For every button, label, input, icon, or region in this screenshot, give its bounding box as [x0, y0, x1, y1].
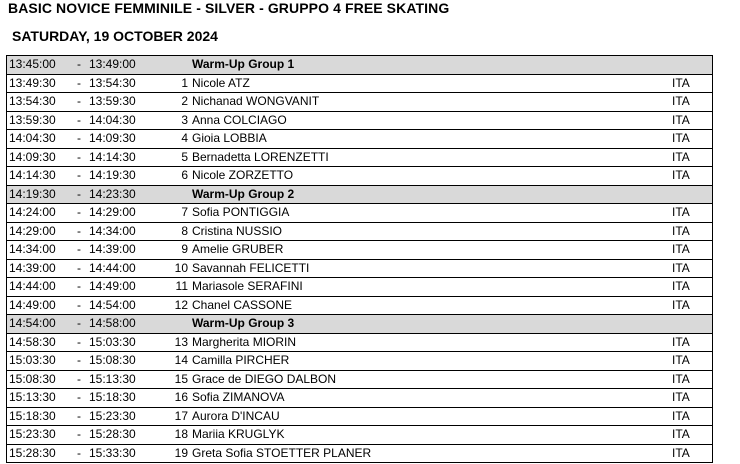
warmup-group-label: Warm-Up Group 2 — [192, 185, 672, 204]
start-time: 14:29:00 — [7, 222, 70, 241]
skater-name: Nicole ZORZETTO — [192, 167, 672, 186]
start-number: 11 — [171, 278, 192, 297]
warmup-group-label: Warm-Up Group 1 — [192, 56, 672, 75]
start-time: 13:59:30 — [7, 111, 70, 130]
nation — [672, 56, 713, 75]
end-time: 15:13:30 — [89, 370, 171, 389]
skater-name: Savannah FELICETTI — [192, 259, 672, 278]
skater-name: Bernadetta LORENZETTI — [192, 148, 672, 167]
warmup-row — [7, 315, 713, 334]
end-time: 14:29:00 — [89, 204, 171, 223]
table-row — [7, 74, 713, 93]
nation: ITA — [672, 241, 713, 260]
skater-name: Mariasole SERAFINI — [192, 278, 672, 297]
start-time: 15:28:30 — [7, 444, 70, 463]
table-row — [7, 93, 713, 112]
start-time: 13:49:30 — [7, 74, 70, 93]
time-separator: - — [69, 278, 89, 297]
start-time: 13:45:00 — [7, 56, 70, 75]
end-time: 14:54:00 — [89, 296, 171, 315]
table-row — [7, 426, 713, 445]
nation: ITA — [672, 407, 713, 426]
table-row — [7, 130, 713, 149]
time-separator: - — [69, 74, 89, 93]
start-number: 5 — [171, 148, 192, 167]
skater-name: Anna COLCIAGO — [192, 111, 672, 130]
page-date: SATURDAY, 19 OCTOBER 2024 — [12, 28, 218, 44]
start-time: 14:34:00 — [7, 241, 70, 260]
nation: ITA — [672, 93, 713, 112]
skater-name: Camilla PIRCHER — [192, 352, 672, 371]
time-separator: - — [69, 389, 89, 408]
start-number: 9 — [171, 241, 192, 260]
nation: ITA — [672, 130, 713, 149]
start-number: 18 — [171, 426, 192, 445]
table-row — [7, 222, 713, 241]
table-row — [7, 259, 713, 278]
start-time: 15:13:30 — [7, 389, 70, 408]
end-time: 15:08:30 — [89, 352, 171, 371]
skater-name: Cristina NUSSIO — [192, 222, 672, 241]
start-number: 16 — [171, 389, 192, 408]
time-separator: - — [69, 130, 89, 149]
start-number: 7 — [171, 204, 192, 223]
nation: ITA — [672, 204, 713, 223]
skater-name: Amelie GRUBER — [192, 241, 672, 260]
nation: ITA — [672, 352, 713, 371]
time-separator: - — [69, 222, 89, 241]
end-time: 14:58:00 — [89, 315, 171, 334]
skater-name: Nicole ATZ — [192, 74, 672, 93]
start-number: 14 — [171, 352, 192, 371]
end-time: 14:34:00 — [89, 222, 171, 241]
time-separator: - — [69, 259, 89, 278]
skater-name: Greta Sofia STOETTER PLANER — [192, 444, 672, 463]
start-time: 14:44:00 — [7, 278, 70, 297]
start-number — [171, 185, 192, 204]
time-separator: - — [69, 352, 89, 371]
skater-name: Chanel CASSONE — [192, 296, 672, 315]
nation: ITA — [672, 222, 713, 241]
end-time: 15:23:30 — [89, 407, 171, 426]
nation: ITA — [672, 296, 713, 315]
start-time: 14:58:30 — [7, 333, 70, 352]
end-time: 14:14:30 — [89, 148, 171, 167]
warmup-group-label: Warm-Up Group 3 — [192, 315, 672, 334]
skater-name: Grace de DIEGO DALBON — [192, 370, 672, 389]
start-time: 14:39:00 — [7, 259, 70, 278]
nation: ITA — [672, 148, 713, 167]
end-time: 13:49:00 — [89, 56, 171, 75]
start-time: 14:49:00 — [7, 296, 70, 315]
table-row — [7, 204, 713, 223]
start-number: 17 — [171, 407, 192, 426]
nation: ITA — [672, 426, 713, 445]
table-row — [7, 167, 713, 186]
warmup-row — [7, 185, 713, 204]
start-time: 15:03:30 — [7, 352, 70, 371]
start-time: 14:09:30 — [7, 148, 70, 167]
nation: ITA — [672, 389, 713, 408]
skater-name: Gioia LOBBIA — [192, 130, 672, 149]
time-separator: - — [69, 315, 89, 334]
time-separator: - — [69, 111, 89, 130]
end-time: 14:44:00 — [89, 259, 171, 278]
start-time: 15:08:30 — [7, 370, 70, 389]
time-separator: - — [69, 333, 89, 352]
table-row — [7, 352, 713, 371]
start-number: 10 — [171, 259, 192, 278]
table-row — [7, 333, 713, 352]
skater-name: Sofia ZIMANOVA — [192, 389, 672, 408]
skater-name: Nichanad WONGVANIT — [192, 93, 672, 112]
start-time: 14:19:30 — [7, 185, 70, 204]
start-number: 12 — [171, 296, 192, 315]
nation: ITA — [672, 167, 713, 186]
table-row — [7, 241, 713, 260]
table-row — [7, 444, 713, 463]
end-time: 14:09:30 — [89, 130, 171, 149]
end-time: 14:39:00 — [89, 241, 171, 260]
end-time: 13:59:30 — [89, 93, 171, 112]
start-time: 15:18:30 — [7, 407, 70, 426]
table-row — [7, 278, 713, 297]
start-time: 14:04:30 — [7, 130, 70, 149]
start-number: 2 — [171, 93, 192, 112]
start-number: 8 — [171, 222, 192, 241]
end-time: 13:54:30 — [89, 74, 171, 93]
skater-name: Mariia KRUGLYK — [192, 426, 672, 445]
start-time: 14:14:30 — [7, 167, 70, 186]
start-time: 15:23:30 — [7, 426, 70, 445]
start-number — [171, 56, 192, 75]
start-number: 1 — [171, 74, 192, 93]
start-number: 6 — [171, 167, 192, 186]
time-separator: - — [69, 296, 89, 315]
end-time: 14:19:30 — [89, 167, 171, 186]
nation: ITA — [672, 278, 713, 297]
time-separator: - — [69, 185, 89, 204]
time-separator: - — [69, 370, 89, 389]
time-separator: - — [69, 167, 89, 186]
start-time: 13:54:30 — [7, 93, 70, 112]
table-row — [7, 296, 713, 315]
page-title: BASIC NOVICE FEMMINILE - SILVER - GRUPPO 4 FREE SKATING — [8, 0, 450, 16]
time-separator: - — [69, 93, 89, 112]
end-time: 14:04:30 — [89, 111, 171, 130]
time-separator: - — [69, 426, 89, 445]
table-row — [7, 407, 713, 426]
nation: ITA — [672, 111, 713, 130]
time-separator: - — [69, 444, 89, 463]
warmup-row — [7, 56, 713, 75]
end-time: 14:23:30 — [89, 185, 171, 204]
table-row — [7, 370, 713, 389]
end-time: 15:18:30 — [89, 389, 171, 408]
nation: ITA — [672, 370, 713, 389]
nation: ITA — [672, 259, 713, 278]
skater-name: Aurora D'INCAU — [192, 407, 672, 426]
nation — [672, 315, 713, 334]
end-time: 15:28:30 — [89, 426, 171, 445]
start-number — [171, 315, 192, 334]
start-number: 15 — [171, 370, 192, 389]
time-separator: - — [69, 148, 89, 167]
schedule-table — [6, 55, 713, 463]
time-separator: - — [69, 204, 89, 223]
nation: ITA — [672, 444, 713, 463]
start-number: 4 — [171, 130, 192, 149]
nation: ITA — [672, 74, 713, 93]
start-number: 13 — [171, 333, 192, 352]
skater-name: Sofia PONTIGGIA — [192, 204, 672, 223]
table-row — [7, 111, 713, 130]
start-number: 19 — [171, 444, 192, 463]
start-time: 14:54:00 — [7, 315, 70, 334]
end-time: 15:33:30 — [89, 444, 171, 463]
time-separator: - — [69, 241, 89, 260]
end-time: 14:49:00 — [89, 278, 171, 297]
table-row — [7, 148, 713, 167]
start-number: 3 — [171, 111, 192, 130]
start-time: 14:24:00 — [7, 204, 70, 223]
end-time: 15:03:30 — [89, 333, 171, 352]
table-row — [7, 389, 713, 408]
nation: ITA — [672, 333, 713, 352]
schedule-body — [7, 56, 713, 463]
nation — [672, 185, 713, 204]
time-separator: - — [69, 56, 89, 75]
time-separator: - — [69, 407, 89, 426]
skater-name: Margherita MIORIN — [192, 333, 672, 352]
